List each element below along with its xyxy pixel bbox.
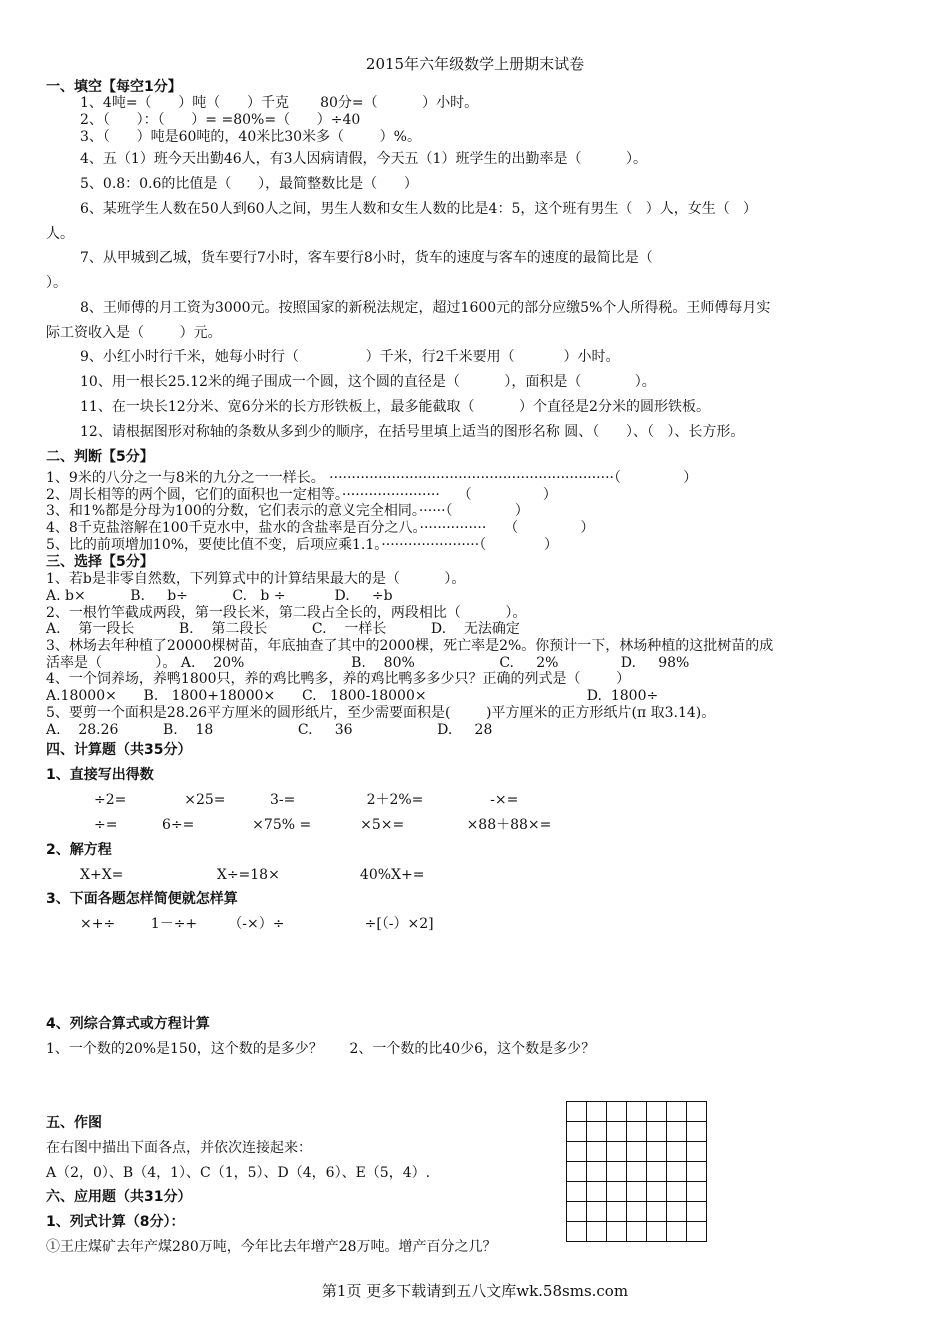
question-text: 在右图中描出下面各点，并依次连接起来： bbox=[46, 1140, 312, 1156]
section-heading-true-false: 二、判断【5分】 bbox=[46, 449, 154, 465]
question-text: 4、8千克盐溶解在100千克水中，盐水的含盐率是百分之八。··············· （ ） bbox=[46, 520, 595, 536]
question-text: 5、比的前项增加10%，要使比值不变，后项应乘1.1。······················（ ） bbox=[46, 537, 559, 553]
answer-options: A.18000× B. 1800+18000× C. 1800-18000× D. 1800÷ bbox=[46, 688, 659, 704]
section-heading-drawing: 五、作图 bbox=[46, 1115, 102, 1131]
section-heading-calculation: 四、计算题（共35分） bbox=[46, 742, 192, 758]
question-text: 5、0.8：0.6的比值是（ ），最简整数比是（ ） bbox=[80, 176, 418, 192]
question-text: 9、小红小时行千米，她每小时行（ ）千米，行2千米要用（ ）小时。 bbox=[80, 349, 620, 365]
section-heading-fill-blank: 一、填空【每空1分】 bbox=[46, 79, 182, 95]
question-text: 12、请根据图形对称轴的条数从多到少的顺序，在括号里填上适当的图形名称 圆、（ ）、（ ）、长方形。 bbox=[80, 424, 745, 440]
section-heading-word-problems: 六、应用题（共31分） bbox=[46, 1189, 192, 1205]
math-row: ÷2= ×25= 3-= 2＋2%= -×= bbox=[94, 792, 519, 808]
question-text: 8、王师傅的月工资为3000元。按照国家的新税法规定，超过1600元的部分应缴5%个人所得税。王师傅每月实 bbox=[80, 300, 771, 316]
question-text: 10、用一根长25.12米的绳子围成一个圆，这个圆的直径是（ ），面积是（ ）。 bbox=[80, 374, 656, 390]
coordinate-grid bbox=[566, 1101, 707, 1242]
question-text: 1、一个数的20%是150，这个数的是多少？ 2、一个数的比40少6，这个数是多少？ bbox=[46, 1041, 596, 1057]
question-text: 1、4吨=（ ）吨（ ）千克 80分=（ ）小时。 bbox=[80, 95, 479, 111]
question-text: 2、（ ）：（ ）= =80%=（ ）÷40 bbox=[80, 112, 361, 128]
subsection-heading: 3、下面各题怎样简便就怎样算 bbox=[46, 891, 238, 907]
question-text: 4、一个饲养场，养鸭1800只，养的鸡比鸭多，养的鸡比鸭多多少只？正确的列式是（ ） bbox=[46, 671, 631, 687]
math-row: ×+÷ 1－÷+ （-×）÷ ÷[（-）×2] bbox=[80, 916, 434, 932]
question-text: 际工资收入是（ ）元。 bbox=[46, 325, 222, 341]
question-text: 1、9米的八分之一与8米的九分之一一样长。 ································································（ ） bbox=[46, 470, 698, 486]
question-text: 活率是（ ）。 A. 20% B. 80% C. 2% D. 98% bbox=[46, 655, 690, 671]
question-text: 2、周长相等的两个圆，它们的面积也一定相等。······················ （ ） bbox=[46, 487, 557, 503]
question-text: 7、从甲城到乙城，货车要行7小时，客车要行8小时，货车的速度与客车的速度的最简比是（ bbox=[80, 250, 653, 266]
question-text: 11、在一块长12分米、宽6分米的长方形铁板上，最多能截取（ ）个直径是2分米的圆形铁板。 bbox=[80, 399, 710, 415]
math-row: X+X= X÷=18× 40%X+= bbox=[80, 867, 425, 883]
subsection-heading: 2、解方程 bbox=[46, 842, 112, 858]
question-text: 3、林场去年种植了20000棵树苗，年底抽查了其中的2000棵，死亡率是2%。你预计一下，林场种植的这批树苗的成 bbox=[46, 638, 774, 654]
question-text: ）。 bbox=[46, 275, 67, 291]
question-text: 2、一根竹竿截成两段，第一段长米，第二段占全长的，两段相比（ ）。 bbox=[46, 605, 527, 621]
answer-options: A. 第一段长 B. 第二段长 C. 一样长 D. 无法确定 bbox=[46, 621, 520, 637]
question-text: 4、五（1）班今天出勤46人，有3人因病请假，今天五（1）班学生的出勤率是（ ）。 bbox=[80, 151, 647, 167]
page-footer: 第1页 更多下载请到五八文库wk.58sms.com bbox=[321, 1282, 629, 1300]
question-text: 1、若b是非零自然数，下列算式中的计算结果最大的是（ ）。 bbox=[46, 571, 466, 587]
page-title: 2015年六年级数学上册期末试卷 bbox=[365, 55, 585, 73]
question-text: 3、（ ）吨是60吨的，40米比30米多（ ）%。 bbox=[80, 129, 421, 145]
section-heading-multiple-choice: 三、选择【5分】 bbox=[46, 554, 154, 570]
math-row: ÷= 6÷= ×75% = ×5×= ×88＋88×= bbox=[94, 817, 552, 833]
question-text: 人。 bbox=[46, 226, 74, 242]
question-text: A（2，0）、B（4，1）、C（1，5）、D（4，6）、E（5，4）. bbox=[46, 1165, 431, 1181]
subsection-heading: 1、列式计算（8分）： bbox=[46, 1214, 185, 1230]
subsection-heading: 4、列综合算式或方程计算 bbox=[46, 1016, 210, 1032]
answer-options: A. 28.26 B. 18 C. 36 D. 28 bbox=[46, 722, 493, 738]
question-text: 3、和1%都是分母为100的分数，它们表示的意义完全相同。······（ ） bbox=[46, 503, 529, 519]
subsection-heading: 1、直接写出得数 bbox=[46, 767, 154, 783]
question-text: ①王庄煤矿去年产煤280万吨，今年比去年增产28万吨。增产百分之几？ bbox=[46, 1239, 497, 1255]
question-text: 6、某班学生人数在50人到60人之间，男生人数和女生人数的比是4：5，这个班有男生（ ）人，女生（ ） bbox=[80, 201, 758, 217]
answer-options: A. b× B. b÷ C. b ÷ D. ÷b bbox=[46, 588, 393, 604]
question-text: 5、要剪一个面积是28.26平方厘米的圆形纸片，至少需要面积是( )平方厘米的正方形纸片(π 取3.14)。 bbox=[46, 705, 716, 721]
